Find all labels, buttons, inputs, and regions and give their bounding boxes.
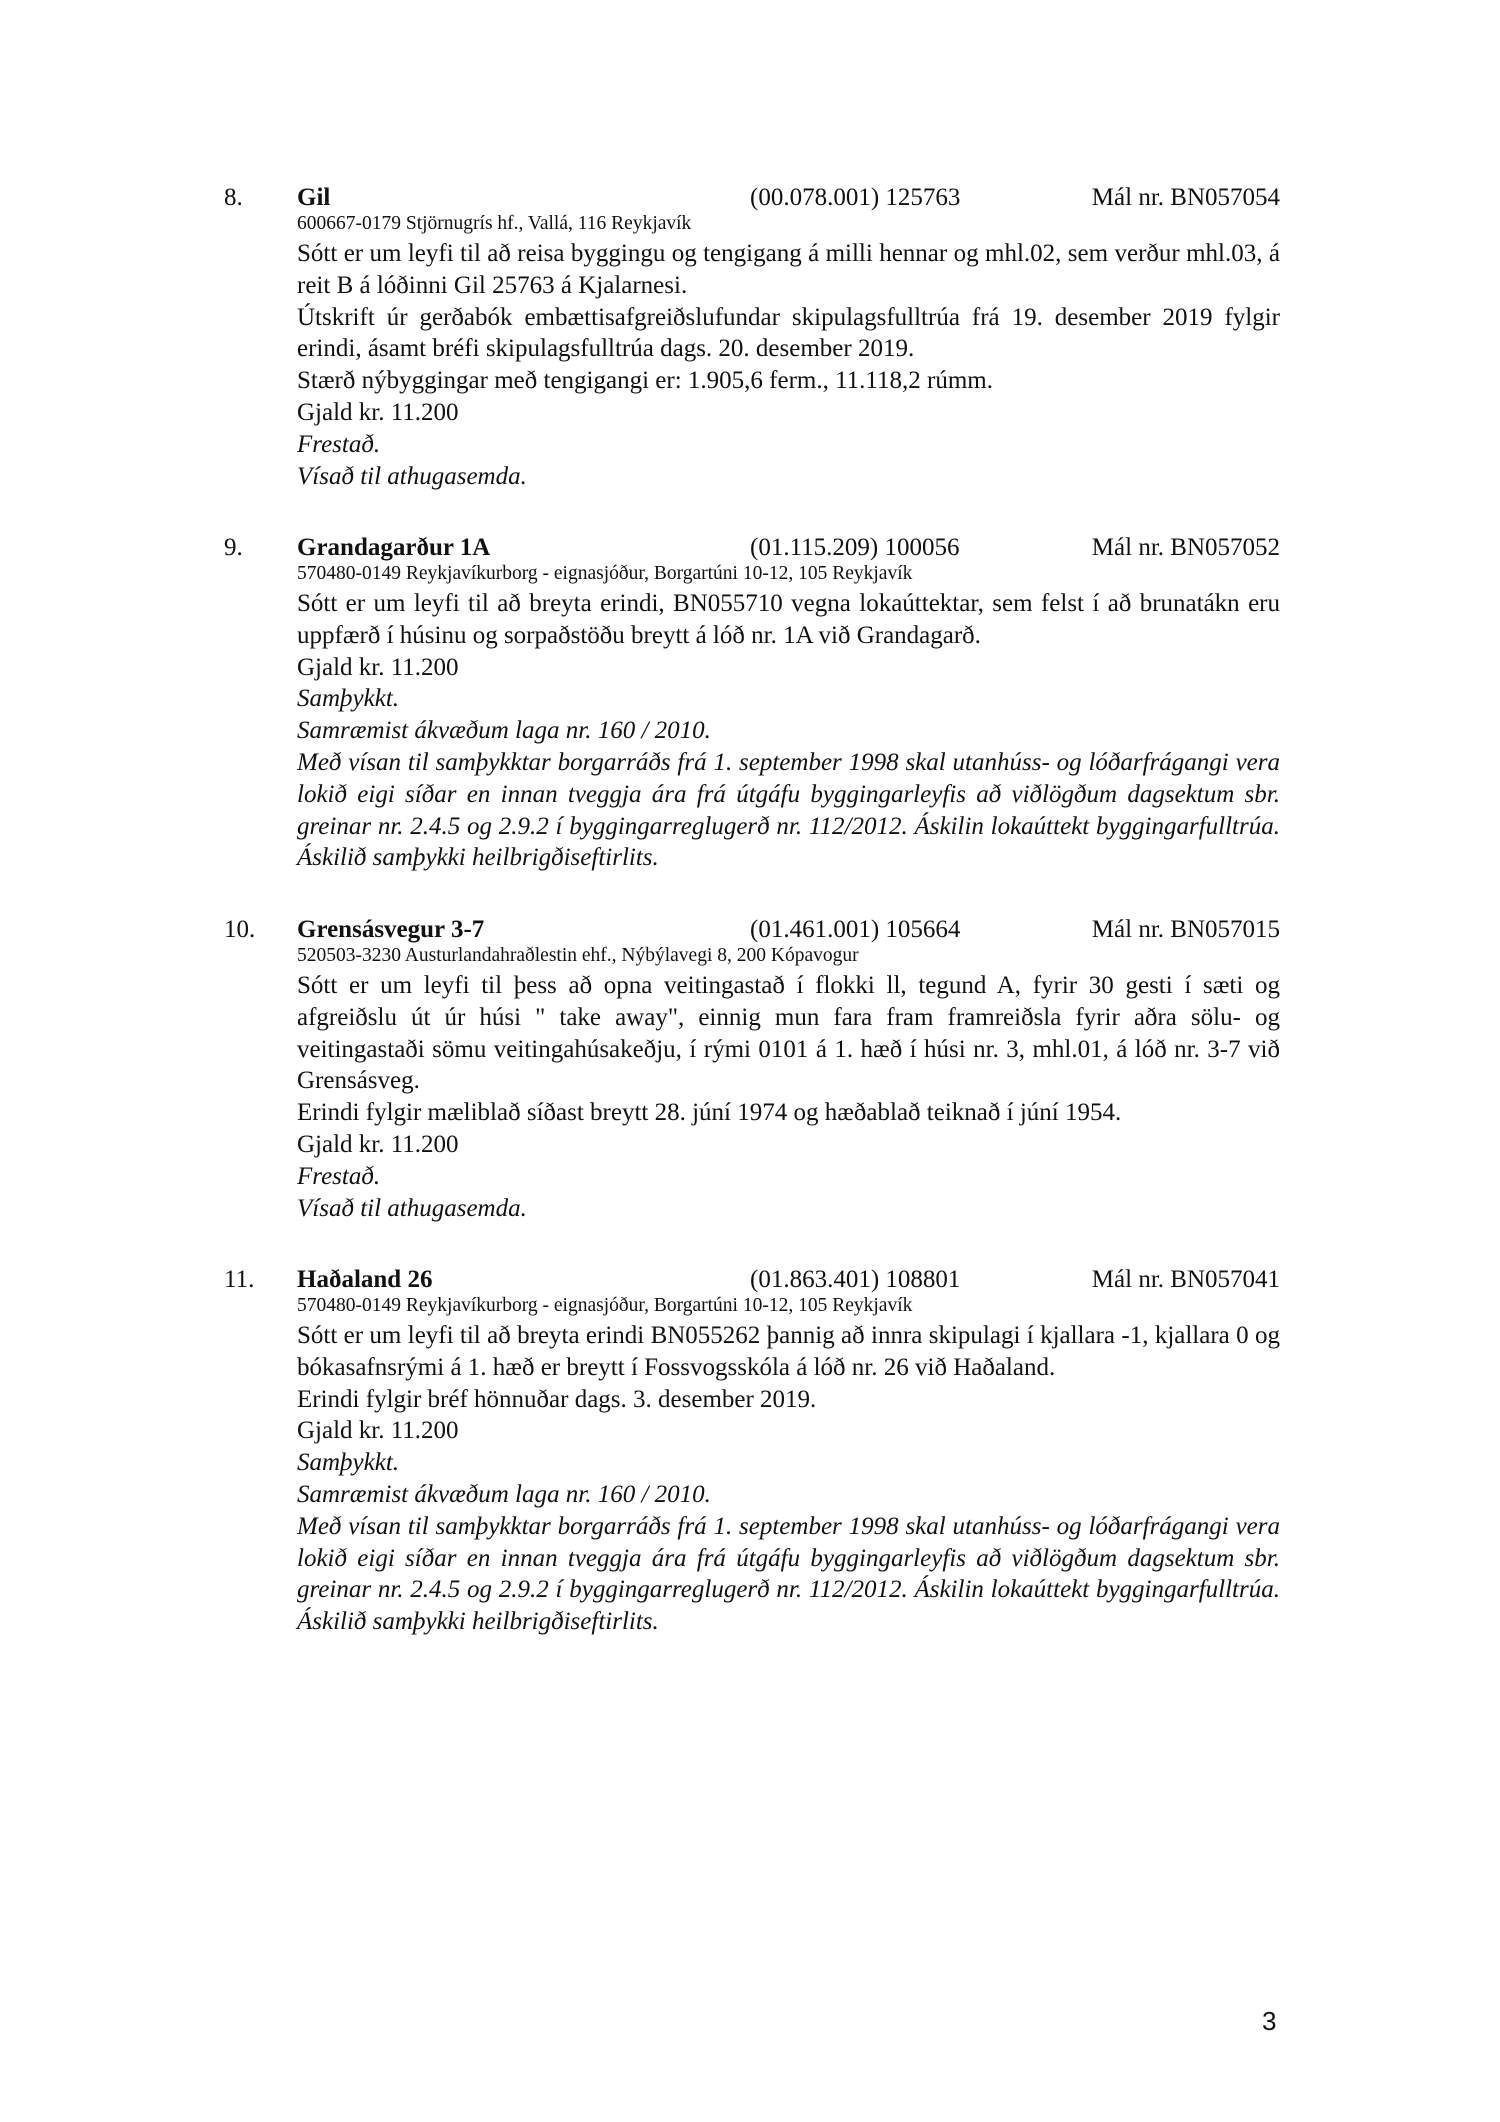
entry-paragraph: Útskrift úr gerðabók embættisafgreiðslufundar skipulagsfulltrúa frá 19. desember 2019 fylgir erindi, ásamt bréfi skipulagsfulltrúa dags. 20. desember 2019. [297,303,1280,363]
entry-header [224,180,1280,216]
entry-number: 11. [224,1266,255,1293]
entry-paragraph: Stærð nýbyggingar með tengigangi er: 1.905,6 ferm., 11.118,2 rúmm. [297,367,993,395]
entry-reference: (01.115.209) 100056 [750,534,960,561]
entry-number: 10. [224,916,256,943]
entry-header [224,530,1280,566]
entry-decision: Samþykkt. [297,1449,400,1477]
entry-case-number: Mál nr. BN057054 [1091,184,1280,211]
entry-title: Haðaland 26 [297,1266,433,1293]
entry-applicant: 570480-0149 Reykjavíkurborg - eignasjóður, Borgartúni 10-12, 105 Reykjavík [297,1295,913,1316]
case-entry [224,912,1280,1224]
entry-number: 9. [224,534,243,561]
entry-fee: Gjald kr. 11.200 [297,653,459,681]
entry-case-number: Mál nr. BN057052 [1091,534,1280,561]
entry-body [297,1294,1280,1638]
entry-header [224,1262,1280,1298]
entry-note: Samræmist ákvæðum laga nr. 160 / 2010. [297,717,711,745]
entry-case-number: Mál nr. BN057041 [1091,1266,1280,1293]
case-entry [224,180,1280,492]
entry-title: Grandagarður 1A [297,534,491,561]
entry-note: Vísað til athugasemda. [297,1194,527,1222]
entry-body [297,212,1280,492]
entry-body [297,944,1280,1224]
entry-paragraph: Erindi fylgir mæliblað síðast breytt 28. júní 1974 og hæðablað teiknað í júní 1954. [297,1099,1122,1127]
entry-paragraph: Sótt er um leyfi til að breyta erindi BN055262 þannig að innra skipulagi í kjallara -1, kjallara 0 og bókasafnsrými á 1. hæð er breytt í Fossvogsskóla á lóð nr. 26 við Haðaland. [297,1322,1280,1381]
entry-decision: Frestað. [297,430,381,458]
entry-title: Gil [297,184,331,211]
entry-applicant: 570480-0149 Reykjavíkurborg - eignasjóður, Borgartúni 10-12, 105 Reykjavík [297,563,913,584]
entry-body [297,562,1280,874]
entry-applicant: 600667-0179 Stjörnugrís hf., Vallá, 116 Reykjavík [297,213,692,234]
entry-paragraph: Sótt er um leyfi til að breyta erindi, BN055710 vegna lokaúttektar, sem felst í að brunatákn eru uppfærð í húsinu og sorpaðstöðu breytt á lóð nr. 1A við Grandagarð. [297,590,1280,649]
entry-number: 8. [224,184,243,211]
entry-note: Með vísan til samþykktar borgarráðs frá 1. september 1998 skal utanhúss- og lóðarfrágangi vera lokið eigi síðar en innan tveggja ára frá útgáfu byggingarleyfis að viðlögðum dagsektum sbr. greinar nr. 2.4.5 og 2.9.2 í byggingarreglugerð nr. 112/2012. Áskilin lokaúttekt byggingarfulltrúa. Áskilið samþykki heilbrigðiseftirlits. [297,1512,1280,1636]
entry-note: Með vísan til samþykktar borgarráðs frá 1. september 1998 skal utanhúss- og lóðarfrágangi vera lokið eigi síðar en innan tveggja ára frá útgáfu byggingarleyfis að viðlögðum dagsektum sbr. greinar nr. 2.4.5 og 2.9.2 í byggingarreglugerð nr. 112/2012. Áskilin lokaúttekt byggingarfulltrúa. Áskilið samþykki heilbrigðiseftirlits. [297,748,1280,872]
entry-fee: Gjald kr. 11.200 [297,1417,459,1445]
entry-fee: Gjald kr. 11.200 [297,1130,459,1158]
entry-decision: Frestað. [297,1162,381,1190]
entry-header [224,912,1280,948]
page-number: 3 [1262,2006,1277,2036]
entry-reference: (01.461.001) 105664 [750,916,961,943]
entry-note: Vísað til athugasemda. [297,462,527,490]
entry-reference: (01.863.401) 108801 [750,1266,961,1293]
case-entry [224,530,1280,874]
entry-fee: Gjald kr. 11.200 [297,398,459,426]
entry-case-number: Mál nr. BN057015 [1091,916,1280,943]
entry-reference: (00.078.001) 125763 [750,184,961,211]
case-entry [224,1262,1280,1638]
entry-title: Grensásvegur 3-7 [297,916,485,943]
entry-paragraph: Erindi fylgir bréf hönnuðar dags. 3. desember 2019. [297,1385,817,1413]
entry-decision: Samþykkt. [297,685,400,713]
entry-paragraph: Sótt er um leyfi til að reisa byggingu og tengigang á milli hennar og mhl.02, sem verður mhl.03, á reit B á lóðinni Gil 25763 á Kjalarnesi. [297,240,1280,299]
entry-note: Samræmist ákvæðum laga nr. 160 / 2010. [297,1480,711,1508]
entry-applicant: 520503-3230 Austurlandahraðlestin ehf., Nýbýlavegi 8, 200 Kópavogur [297,945,859,966]
entry-paragraph: Sótt er um leyfi til þess að opna veitingastað í flokki ll, tegund A, fyrir 30 gesti í sæti og afgreiðslu út úr húsi " take away", einnig mun fara fram framreiðsla fyrir aðra sölu- og veitingastaði sömu veitingahúsakeðju, í rými 0101 á 1. hæð í húsi nr. 3, mhl.01, á lóð nr. 3-7 við Grensásveg. [297,972,1280,1095]
